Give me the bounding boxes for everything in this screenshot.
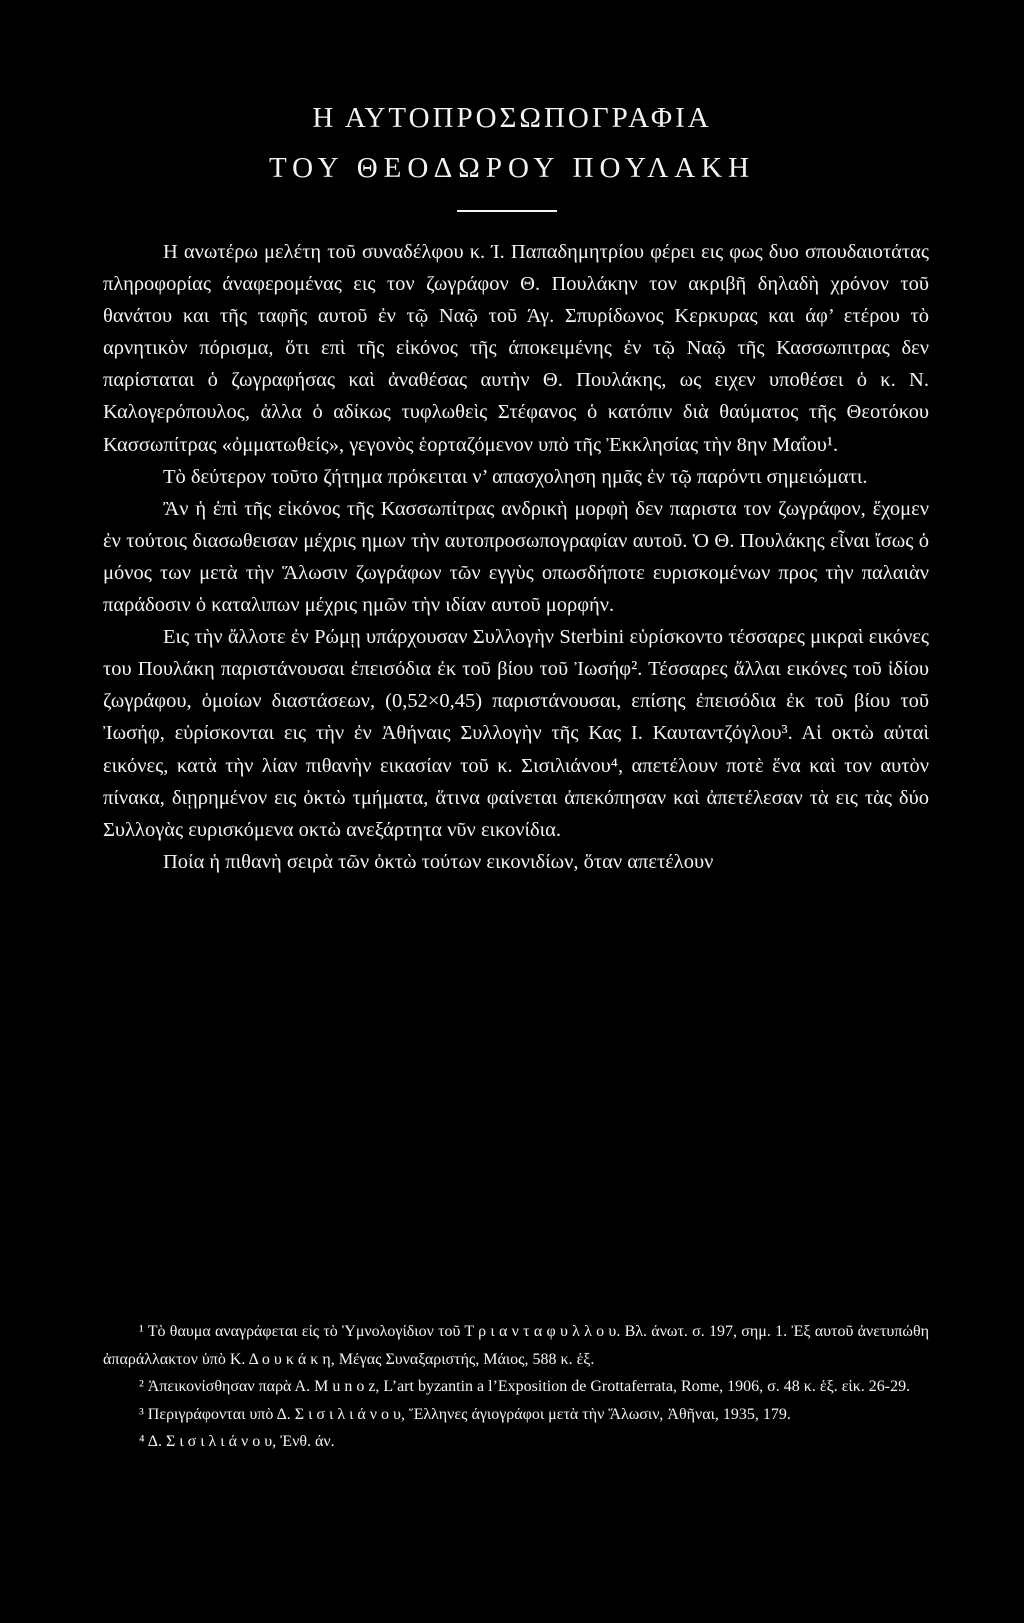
paragraph-3: Ἂν ἡ ἐπὶ τῆς εἰκόνος τῆς Κασσωπίτρας ανδρικὴ μορφὴ δεν παριστα τον ζωγράφον, ἔχομεν ἐν τούτοις διασωθεισαν μέχρις ημων τὴν αυτοπροσωπογραφίαν αυτοῦ. Ὁ Θ. Πουλάκης εἶναι ἴσως ὁ μόνος των μετὰ τὴν Ἅλωσιν ζωγράφων τῶν εγγὺς οπωσδήποτε ευρισκομένων προς τὴν παλαιὰν παράδοσιν ὁ καταλιπων μέχρις ημῶν τὴν ιδίαν αυτοῦ μορφήν. [103,497,929,617]
title-line-2: ΤΟΥ ΘΕΟΔΩΡΟΥ ΠΟΥΛΑΚΗ [268,152,756,184]
footnote-3: ³ Περιγράφονται υπὸ Δ. Σ ι σ ι λ ι ά ν ο υ, Ἕλληνες άγιογράφοι μετὰ τὴν Ἅλωσιν, Ἀθῆναι, 1935, 179. [139,1405,791,1423]
paragraph-1: Η ανωτέρω μελέτη τοῦ συναδέλφου κ. Ί. Παπαδημητρίου φέρει εις φως δυο σπουδαιοτάτας πληροφορίας άναφερομένας εις τον ζωγράφον Θ. Πουλάκην τον ακριβῆ δηλαδὴ χρόνον τοῦ θανάτου και τῆς ταφῆς αυτοῦ ἐν τῷ Ναῷ τοῦ Άγ. Σπυρίδωνος Κερκυρας και άφ’ ετέρου τὸ αρνητικὸν πόρισμα, ὅτι επὶ τῆς εἰκόνος τῆς άποκειμένης ἐν τῷ Ναῷ τῆς Κασσωπιτρας δεν παρίσταται ὁ ζωγραφήσας καὶ ἀναθέσας αυτὴν Θ. Πουλάκης, ως ειχεν υποθέσει ὁ κ. Ν. Καλογερόπουλος, ἀλλα ὁ αδίκως τυφλωθεὶς Στέφανος ὁ κατόπιν διὰ θαύματος τῆς Θεοτόκου Κασσωπίτρας «ὀμματωθείς», γεγονὸς ἑορταζόμενον υπὸ τῆς Ἐκκλησίας τὴν 8ην Μαΐου¹. [103,241,929,456]
paragraph-2: Τὸ δεύτερον τοῦτο ζήτημα πρόκειται ν’ απασχοληση ημᾶς ἐν τῷ παρόντι σημειώματι. [163,465,868,488]
title-line-1: Η ΑΥΤΟΠΡΟΣΩΠΟΓΡΑΦΙΑ [312,102,712,134]
footnotes [103,1318,929,1456]
article-body [103,236,929,878]
title-divider [457,210,557,212]
footnote-4: ⁴ Δ. Σ ι σ ι λ ι ά ν ο υ, Ἐνθ. άν. [139,1433,335,1451]
footnote-2: ² Ἀπεικονίσθησαν παρὰ Α. M u n o z, L’art byzantin a l’Exposition de Grottaferrata, Rome, 1906, σ. 48 κ. ἑξ. εἰκ. 26-29. [139,1378,911,1396]
paragraph-4: Εις τὴν ἄλλοτε ἐν Ρώμῃ υπάρχουσαν Συλλογὴν Sterbini εὑρίσκοντο τέσσαρες μικραὶ εικόνες του Πουλάκη παριστάνουσαι ἐπεισόδια ἐκ τοῦ βίου τοῦ Ἰωσήφ². Τέσσαρες ἄλλαι εικόνες τοῦ ἰδίου ζωγράφου, ὁμοίων διαστάσεων, (0,52×0,45) παριστάνουσαι, επίσης ἐπεισόδια ἐκ τοῦ βίου τοῦ Ἰωσήφ, εὑρίσκονται εις τὴν ἐν Ἀθήναις Συλλογὴν τῆς Κας Ι. Καυταντζόγλου³. Αἱ οκτὼ αὐταὶ εικόνες, κατὰ τὴν λίαν πιθανὴν εικασίαν τοῦ κ. Σισιλιάνου⁴, απετέλουν ποτὲ ἕνα καὶ τον αυτὸν πίνακα, διῃρημένον εις ὀκτὼ τμήματα, ἅτινα φαίνεται ἀπεκόπησαν καὶ ἀπετέλεσαν τὰ εις τὰς δύο Συλλογὰς ευρισκόμενα οκτὼ ανεξάρτητα νῦν εικονίδια. [103,626,929,841]
footnote-1: ¹ Τὸ θαυμα αναγράφεται είς τὸ Ὑμνολογίδιον τοῦ Τ ρ ι α ν τ α φ υ λ λ ο υ. Βλ. άνωτ. σ. 197, σημ. 1. Ἐξ αυτοῦ ἀνετυπώθη ἀπαράλλακτον ὑπὸ Κ. Δ ο υ κ ά κ η, Μέγας Συναξαριστής, Μάιος, 588 κ. ἑξ. [103,1323,929,1368]
paragraph-5: Ποία ἡ πιθανὴ σειρὰ τῶν ὀκτὼ τούτων εικονιδίων, ὅταν απετέλουν [163,850,714,873]
